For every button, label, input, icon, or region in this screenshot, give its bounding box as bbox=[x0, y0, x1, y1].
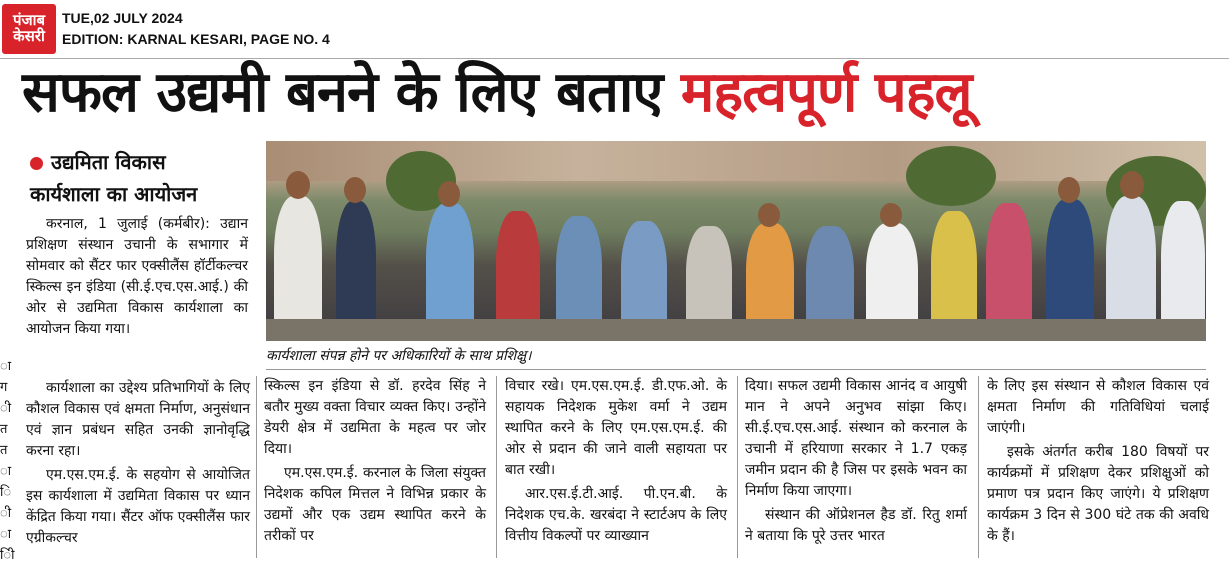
group-photo bbox=[266, 141, 1206, 341]
photo-head bbox=[880, 203, 902, 227]
photo-head bbox=[758, 203, 780, 227]
headline-black: सफल उद्यमी बनने के लिए बताए bbox=[22, 60, 663, 125]
photo-tree bbox=[906, 146, 996, 206]
article-paragraph: कार्यशाला का उद्देश्य प्रतिभागियों के लिए कौशल विकास एवं क्षमता निर्माण, अनुसंधान एवं ज्ञान प्रबंधन सहित उनकी ज्ञानोवृद्धि करना रहा। bbox=[26, 380, 250, 459]
fragment-char: ी bbox=[0, 401, 12, 416]
article-paragraph: एम.एस.एम.ई. के सहयोग से आयोजित इस कार्यशाला में उद्यमिता विकास पर ध्यान केंद्रित किया गया। सैंटर ऑफ एक्सीलैंस फार एग्रीकल्चर bbox=[26, 467, 250, 546]
article-paragraph: करनाल, 1 जुलाई (कर्मबीर): उद्यान प्रशिक्षण संस्थान उचानी के सभागार में सोमवार को सैंटर फार एक्सीलैंस हॉर्टीकल्चर स्किल्स इन इंडिया (सी.ई.एच.एस.आई.) की ओर से उद्यमिता विकास कार्यशाला का आयोजन किया गया। bbox=[26, 216, 248, 337]
article-column-3 bbox=[505, 376, 727, 558]
subheadline-line-1: उद्यमिता विकास bbox=[51, 150, 166, 174]
article-paragraph: इसके अंतर्गत करीब 180 विषयों पर कार्यक्रमों में प्रशिक्षण देकर प्रशिक्षुओं को प्रमाण पत्र प्रदान किए जाएंगे। ये प्रशिक्षण कार्यक्रम 3 दिन से 300 घंटे तक की अवधि के हैं। bbox=[987, 444, 1209, 544]
article-column-4 bbox=[745, 376, 967, 558]
bullet-icon bbox=[30, 157, 43, 170]
subheadline bbox=[30, 146, 262, 210]
fragment-char: ि bbox=[0, 485, 12, 500]
headline bbox=[22, 52, 1222, 134]
column-rule bbox=[978, 376, 979, 558]
article-column-5 bbox=[987, 376, 1209, 558]
photo-head bbox=[1120, 171, 1144, 199]
clipping-meta bbox=[62, 8, 330, 50]
photo-head bbox=[1058, 177, 1080, 203]
fragment-char: ग bbox=[0, 380, 8, 395]
article-paragraph: स्किल्स इन इंडिया से डॉ. हरदेव सिंह ने बतौर मुख्य वक्ता विचार व्यक्त किए। उन्होंने डेयरी क्षेत्र में उद्यमिता के महत्व पर जोर दिया। bbox=[264, 378, 486, 457]
photo-head bbox=[438, 181, 460, 207]
fragment-char: ा bbox=[0, 464, 12, 479]
fragment-char: ा bbox=[0, 527, 12, 542]
caption-rule bbox=[266, 369, 1206, 370]
photo-caption: कार्यशाला संपन्न होने पर अधिकारियों के साथ प्रशिक्षु। bbox=[266, 348, 532, 364]
newspaper-logo bbox=[2, 4, 56, 54]
article-column-2 bbox=[264, 376, 486, 558]
edition-info: EDITION: KARNAL KESARI, PAGE NO. 4 bbox=[62, 31, 330, 47]
column-rule bbox=[496, 376, 497, 558]
logo-line-1: पंजाब bbox=[12, 11, 46, 30]
column-rule bbox=[737, 376, 738, 558]
article-paragraph: के लिए इस संस्थान से कौशल विकास एवं क्षमता निर्माण की गतिविधियां चलाई जाएंगी। bbox=[987, 378, 1209, 436]
photo-head bbox=[286, 171, 310, 199]
article-column-1-bottom bbox=[26, 378, 250, 558]
adjacent-column-fragment bbox=[0, 356, 15, 566]
fragment-char: ी bbox=[0, 506, 12, 521]
article-paragraph: आर.एस.ई.टी.आई. पी.एन.बी. के निदेशक एच.के. खरबंदा ने स्टार्टअप के लिए वित्तीय विकल्पों पर व्याख्यान bbox=[505, 486, 727, 544]
column-rule bbox=[256, 376, 257, 558]
headline-red: महत्वपूर्ण पहलू bbox=[680, 60, 972, 125]
subheadline-line-2: कार्यशाला का आयोजन bbox=[30, 182, 198, 206]
fragment-char: त bbox=[0, 443, 8, 458]
article-paragraph: विचार रखे। एम.एस.एम.ई. डी.एफ.ओ. के सहायक निदेशक मुकेश वर्मा ने उद्यम स्थापित करने के लिए एम.एस.एम.ई. की ओर से प्रदान की जाने वाली सहायता पर बात रखी। bbox=[505, 378, 727, 478]
article-paragraph: एम.एस.एम.ई. करनाल के जिला संयुक्त निदेशक कपिल मित्तल ने विभिन्न प्रकार के उद्यमों और एक उद्यम स्थापित करने के तरीकों पर bbox=[264, 465, 486, 544]
article-paragraph: संस्थान की ऑप्रेशनल हैड डॉ. रितु शर्मा ने बताया कि पूरे उत्तर भारत bbox=[745, 507, 967, 544]
fragment-char: ा bbox=[0, 359, 12, 374]
fragment-char: िी bbox=[0, 548, 15, 563]
photo-head bbox=[344, 177, 366, 203]
logo-line-2: केसरी bbox=[13, 27, 45, 45]
article-paragraph: दिया। सफल उद्यमी विकास आनंद व आयुषी मान ने अपने अनुभव सांझा किए। सी.ई.एच.एस.आई. संस्थान को करनाल के उचानी में हरियाणा सरकार ने 1.7 एकड़ जमीन प्रदान की है जिस पर इसके भवन का निर्माण किया जाएगा। bbox=[745, 378, 967, 499]
publication-date: TUE,02 JULY 2024 bbox=[62, 10, 183, 26]
article-column-1-top bbox=[26, 214, 248, 374]
photo-floor bbox=[266, 319, 1206, 341]
fragment-char: त bbox=[0, 422, 8, 437]
